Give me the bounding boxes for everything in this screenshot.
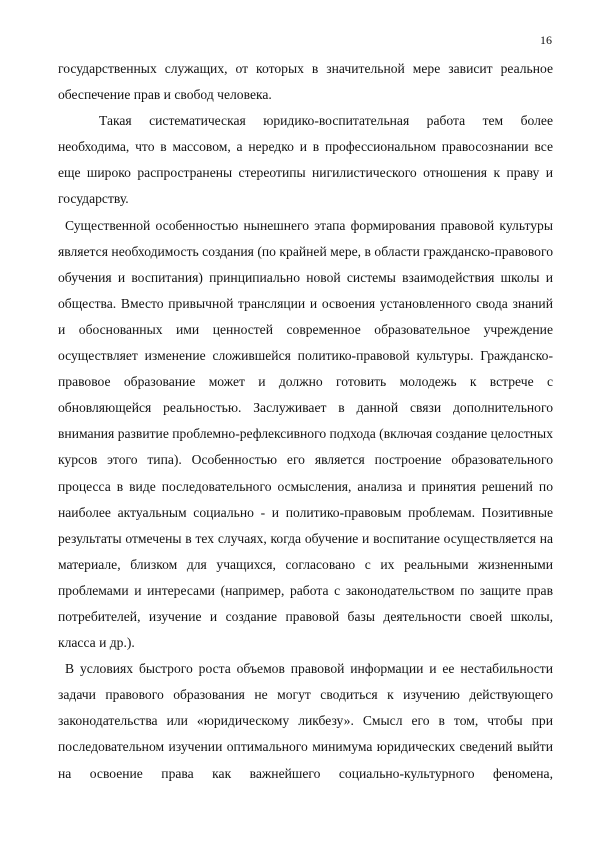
paragraph-continuation: государственных служащих, от которых в значительной мере зависит реальное обеспечение прав и свобод человека. xyxy=(58,61,553,103)
document-body xyxy=(58,56,553,787)
paragraph-information-growth: В условиях быстрого роста объемов правовой информации и ее нестабильности задачи правового образования не могут сводиться к изучению действующего законодательства или «юридическому ликбезу». Смысл его в том, чтобы при последовательном изучении оптимального минимума юридических сведений выйти на освоение права как важнейшего социально-культурного феномена, xyxy=(58,661,553,781)
paragraph-legal-culture-features: Существенной особенностью нынешнего этапа формирования правовой культуры является необходимость создания (по крайней мере, в области гражданско-правового обучения и воспитания) принципиально новой системы взаимодействия школы и общества. Вместо привычной трансляции и освоения установленного свода знаний и обоснованных ими ценностей современное образовательное учреждение осуществляет изменение сложившейся политико-правовой культуры. Гражданско-правовое образование может и должно готовить молодежь к встрече с обновляющейся реальностью. Заслуживает в данной связи дополнительного внимания развитие проблемно-рефлексивного подхода (включая создание целостных курсов этого типа). Особенностью его является построение образовательного процесса в виде последовательного осмысления, анализа и принятия решений по наиболее актуальным социально - и политико-правовым проблемам. Позитивные результаты отмечены в тех случаях, когда обучение и воспитание осуществляется на материале, близком для учащихся, согласовано с их реальными жизненными проблемами и интересами (например, работа с законодательством по защите прав потребителей, изучение и создание правовой базы деятельности своей школы, класса и др.). xyxy=(58,217,553,651)
page-number: 16 xyxy=(540,33,552,47)
paragraph-legal-education-work: Такая систематическая юридико-воспитательная работа тем более необходима, что в массовом, а нередко и в профессиональном правосознании все еще широко распространены стереотипы нигилистического отношения к праву и государству. xyxy=(58,113,553,207)
